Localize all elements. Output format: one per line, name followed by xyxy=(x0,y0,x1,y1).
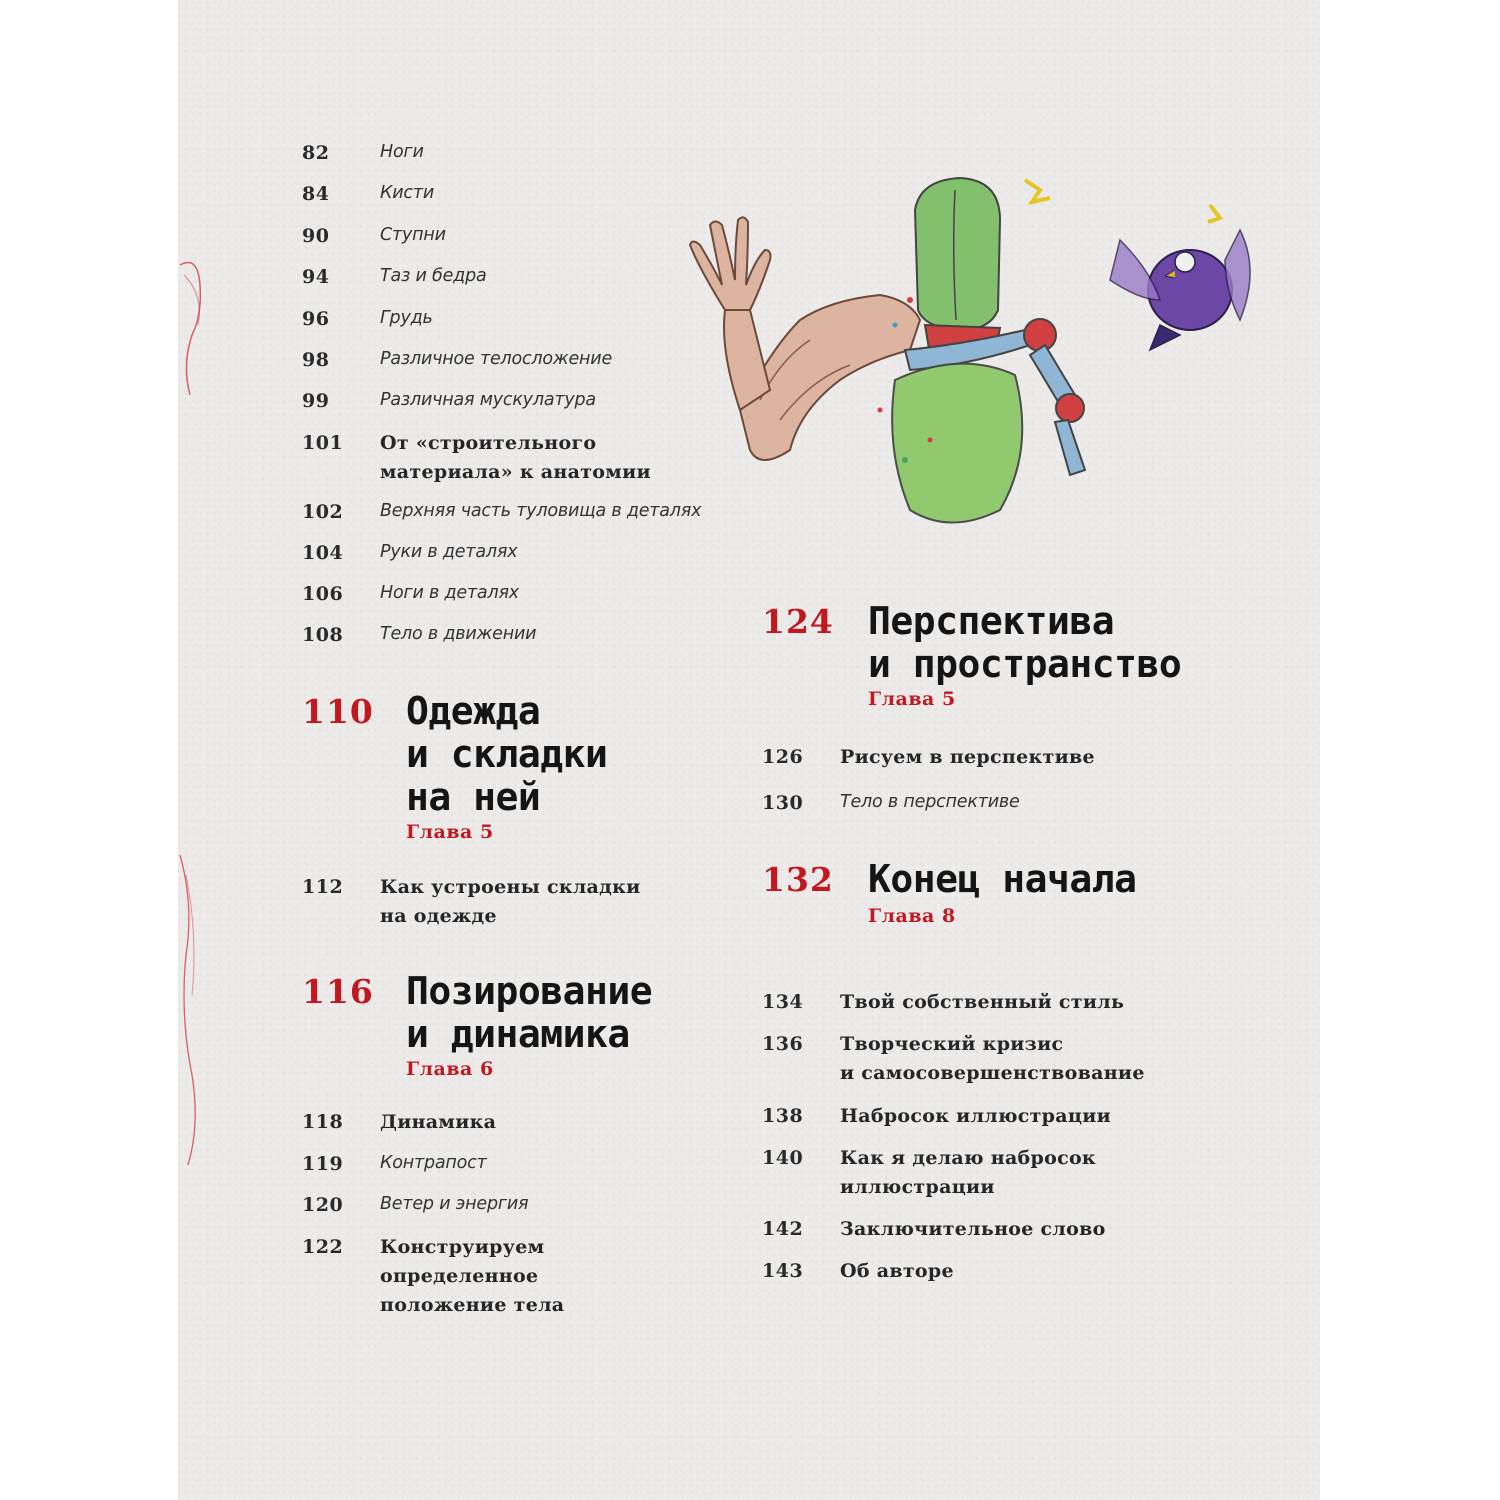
toc-entry xyxy=(762,988,1124,1017)
entry-title: Верхняя часть туловища в деталях xyxy=(380,501,702,521)
page-number: 102 xyxy=(302,501,344,523)
chapter-page-number: 116 xyxy=(302,972,374,1011)
toc-entry xyxy=(762,1257,954,1286)
page-number: 119 xyxy=(302,1153,344,1175)
entry-title-line: Как я делаю набросок xyxy=(840,1147,1096,1169)
toc-entry xyxy=(302,429,651,487)
entry-title: Кисти xyxy=(380,183,434,203)
toc-entry xyxy=(302,1153,487,1175)
entry-title: Тело в перспективе xyxy=(840,792,1020,812)
page-number: 140 xyxy=(762,1147,804,1169)
page-number: 118 xyxy=(302,1111,344,1133)
page-number: 96 xyxy=(302,308,330,330)
entry-title-line: материала» к анатомии xyxy=(380,461,651,483)
toc-entry xyxy=(762,1144,1096,1202)
toc-entry xyxy=(302,225,446,247)
page-number: 84 xyxy=(302,183,330,205)
page-number: 98 xyxy=(302,349,330,371)
chapter-page-number: 110 xyxy=(302,692,374,731)
entry-title-line: От «строительного xyxy=(380,432,597,454)
toc-entry xyxy=(302,542,517,564)
page-number: 136 xyxy=(762,1033,804,1055)
entry-title: Ноги в деталях xyxy=(380,583,519,603)
chapter-title-line: Позирование xyxy=(406,969,653,1013)
page-number: 108 xyxy=(302,624,344,646)
toc-entry xyxy=(302,308,433,330)
entry-title: Контрапост xyxy=(380,1153,487,1173)
entry-title-line: Как устроены складки xyxy=(380,876,641,898)
page-number: 112 xyxy=(302,876,344,898)
chapter-label: Глава 5 xyxy=(406,821,494,843)
chapter-heading xyxy=(762,858,1137,927)
entry-title: Заключительное слово xyxy=(840,1218,1106,1240)
chapter-title-line: Одежда xyxy=(406,689,541,733)
chapter-label: Глава 8 xyxy=(868,905,956,927)
toc-entry xyxy=(302,1233,564,1320)
entry-title-line: Конструируем xyxy=(380,1236,545,1258)
page-number: 90 xyxy=(302,225,330,247)
chapter-title-line: на ней xyxy=(406,775,541,819)
chapter-heading xyxy=(302,970,652,1080)
entry-title-line: определенное xyxy=(380,1265,539,1287)
toc-entry xyxy=(762,1030,1145,1088)
chapter-page-number: 132 xyxy=(762,860,834,899)
page-number: 101 xyxy=(302,432,344,454)
page-number: 122 xyxy=(302,1236,344,1258)
entry-title: Таз и бедра xyxy=(380,266,487,286)
entry-title: Ступни xyxy=(380,225,446,245)
page-number: 94 xyxy=(302,266,330,288)
page-number: 99 xyxy=(302,390,330,412)
toc-entry xyxy=(302,1194,528,1216)
entry-title-line: и самосовершенствование xyxy=(840,1062,1145,1084)
chapter-title-line: Перспектива xyxy=(868,599,1115,643)
mannequin-illustration xyxy=(680,150,1290,560)
entry-title-line: Творческий кризис xyxy=(840,1033,1064,1055)
entry-title-line: положение тела xyxy=(380,1294,565,1316)
page-number: 143 xyxy=(762,1260,804,1282)
entry-title: Грудь xyxy=(380,308,433,328)
page-number: 130 xyxy=(762,792,804,814)
entry-title: Тело в движении xyxy=(380,624,537,644)
toc-entry xyxy=(762,1102,1111,1131)
entry-title-line: на одежде xyxy=(380,905,497,927)
toc-entry xyxy=(762,1215,1106,1244)
chapter-title-line: и складки xyxy=(406,732,608,776)
chapter-label: Глава 6 xyxy=(406,1058,494,1080)
page-number: 82 xyxy=(302,142,330,164)
chapter-heading xyxy=(302,690,607,843)
entry-title: Рисуем в перспективе xyxy=(840,746,1095,768)
toc-entry xyxy=(762,743,1095,772)
page-number: 120 xyxy=(302,1194,344,1216)
toc-entry xyxy=(302,183,434,205)
toc-entry xyxy=(302,1108,496,1137)
toc-entry xyxy=(302,583,519,605)
chapter-title: Конец начала xyxy=(868,857,1137,901)
entry-title: Об авторе xyxy=(840,1260,954,1282)
entry-title-line: иллюстрации xyxy=(840,1176,995,1198)
chapter-title-line: и динамика xyxy=(406,1012,630,1056)
entry-title: Ветер и энергия xyxy=(380,1194,529,1214)
entry-title: Ноги xyxy=(380,142,424,162)
toc-entry xyxy=(302,873,641,931)
page-number: 104 xyxy=(302,542,344,564)
chapter-label: Глава 5 xyxy=(868,688,956,710)
page-number: 142 xyxy=(762,1218,804,1240)
page-number: 106 xyxy=(302,583,344,605)
toc-entry xyxy=(302,501,701,523)
entry-title: Набросок иллюстрации xyxy=(840,1105,1111,1127)
entry-title: Руки в деталях xyxy=(380,542,518,562)
entry-title: Различная мускулатура xyxy=(380,390,596,410)
page-number: 126 xyxy=(762,746,804,768)
toc-entry xyxy=(302,266,487,288)
toc-entry xyxy=(762,792,1020,814)
page-number: 134 xyxy=(762,991,804,1013)
page-number: 138 xyxy=(762,1105,804,1127)
chapter-page-number: 124 xyxy=(762,602,834,641)
entry-title: Различное телосложение xyxy=(380,349,613,369)
toc-entry xyxy=(302,624,536,646)
chapter-heading xyxy=(762,600,1181,710)
chapter-title-line: и пространство xyxy=(868,642,1182,686)
toc-entry xyxy=(302,390,596,412)
toc-entry xyxy=(302,142,424,164)
toc-entry xyxy=(302,349,612,371)
entry-title: Динамика xyxy=(380,1111,497,1133)
red-sketch-drawing xyxy=(178,255,218,1175)
entry-title: Твой собственный стиль xyxy=(840,991,1125,1013)
